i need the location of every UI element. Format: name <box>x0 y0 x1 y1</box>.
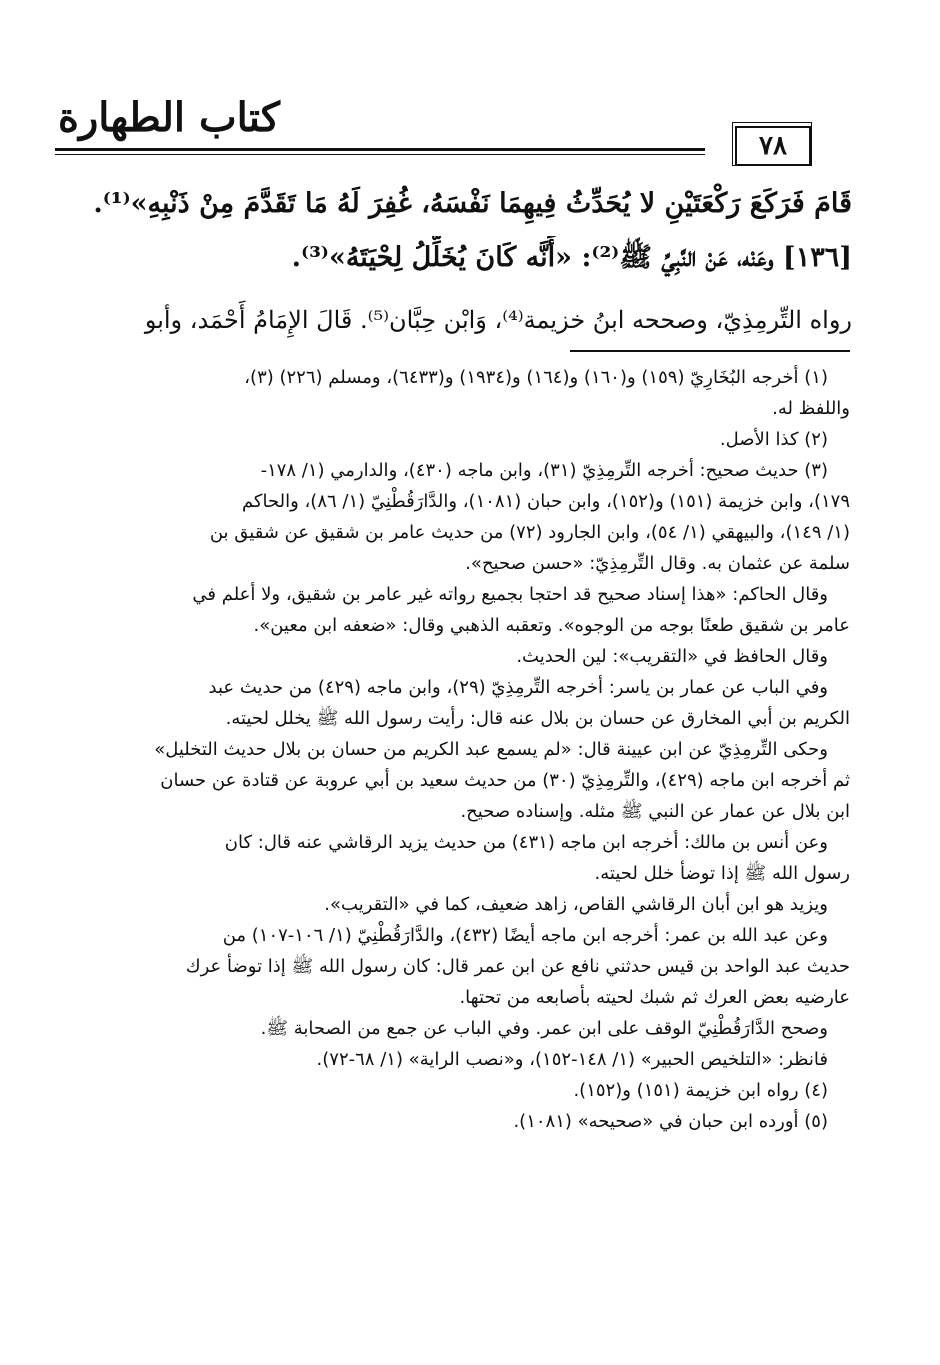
footnote-line: عامر بن شقيق طعنًا بوجه من الوجوه». وتعقبه الذهبي وقال: «ضعفه ابن معين». <box>253 615 850 636</box>
footnote-line: ويزيد هو ابن أبان الرقاشي القاص، زاهد ضعيف، كما في «التقريب». <box>324 894 828 915</box>
main-text-line-2: [١٣٦] وعَنْه، عَنْ النَّبِيِّ ﷺ⁽²⁾: «أَنَّه كَانَ يُخَلِّلُ لِحْيَتَهُ»⁽³⁾. <box>291 242 852 273</box>
footnote-line: ابن بلال عن عمار عن النبي ﷺ مثله. وإسناده صحيح. <box>460 801 850 822</box>
footnotes <box>80 362 850 1137</box>
footnote-line: ثم أخرجه ابن ماجه (٤٢٩)، والتِّرمِذِيّ (٣٠) من حديث سعيد بن أبي عروبة عن قتادة عن حسان <box>160 770 850 791</box>
header-rule <box>55 148 705 151</box>
footnote-line: وعن أنس بن مالك: أخرجه ابن ماجه (٤٣١) من حديث يزيد الرقاشي عنه قال: كان <box>224 832 828 853</box>
footnote-line: وفي الباب عن عمار بن ياسر: أخرجه التِّرمِذِيّ (٢٩)، وابن ماجه (٤٢٩) من حديث عبد <box>208 677 828 698</box>
footnote-line: سلمة عن عثمان به. وقال التِّرمِذِيّ: «حسن صحيح». <box>465 553 850 574</box>
page-number: ٧٨ <box>735 126 811 166</box>
footnote-line: وحكى التِّرمِذِيّ عن ابن عيينة قال: «لم يسمع عبد الكريم من حسان بن بلال حديث التخليل» <box>154 739 828 760</box>
footnote-line: (٢) كذا الأصل. <box>719 429 828 450</box>
footnote-line: (٤) رواه ابن خزيمة (١٥١) و(١٥٢). <box>573 1080 828 1101</box>
chapter-title: كتاب الطهارة <box>58 94 280 141</box>
header-rule-thin <box>55 154 705 155</box>
footnote-line: وعن عبد الله بن عمر: أخرجه ابن ماجه أيضًا (٤٣٢)، والدَّارَقُطْنِيّ (١/ ١٠٦-١٠٧) من <box>222 925 828 946</box>
footnote-line: الكريم بن أبي المخارق عن حسان بن بلال عنه قال: رأيت رسول الله ﷺ يخلل لحيته. <box>225 708 850 729</box>
footnote-line: فانظر: «التلخيص الحبير» (١/ ١٤٨-١٥٢)، و«نصب الراية» (١/ ٦٨-٧٢). <box>316 1049 828 1070</box>
footnote-line: حديث عبد الواحد بن قيس حدثني نافع عن ابن عمر قال: كان رسول الله ﷺ إذا توضأ عرك <box>185 956 850 977</box>
footnote-line: ١٧٩)، وابن خزيمة (١٥١) و(١٥٢)، وابن حبان (١٠٨١)، والدَّارَقُطْنِيّ (١/ ٨٦)، والحاكم <box>241 491 850 512</box>
footnote-line: (١/ ١٤٩)، والبيهقي (١/ ٥٤)، وابن الجارود (٧٢) من حديث عامر بن شقيق عن شقيق بن <box>209 522 850 543</box>
main-text-line-1: قَامَ فَرَكَعَ رَكْعَتَيْنِ لا يُحَدِّثُ فِيهِمَا نَفْسَهُ، غُفِرَ لَهُ مَا تَقَدَّمَ مِنْ ذَنْبِهِ»⁽¹⁾. <box>93 188 852 219</box>
footnote-line: وصحح الدَّارَقُطْنِيّ الوقف على ابن عمر. وفي الباب عن جمع من الصحابة ﷺ. <box>260 1018 828 1039</box>
footnote-line: رسول الله ﷺ إذا توضأ خلل لحيته. <box>594 863 850 884</box>
footnote-line: واللفظ له. <box>772 398 850 419</box>
footnote-line: (٣) حديث صحيح: أخرجه التِّرمِذِيّ (٣١)، وابن ماجه (٤٣٠)، والدارمي (١/ ١٧٨- <box>260 460 828 481</box>
footnote-line: عارضيه بعض العرك ثم شبك لحيته بأصابعه من تحتها. <box>459 987 850 1008</box>
footnote-line: (١) أخرجه البُخَارِيّ (١٥٩) و(١٦٠) و(١٦٤) و(١٩٣٤) و(٦٤٣٣)، ومسلم (٢٢٦) (٣)، <box>244 367 828 388</box>
footnote-line: (٥) أورده ابن حبان في «صحيحه» (١٠٨١). <box>513 1111 828 1132</box>
footnote-line: وقال الحاكم: «هذا إسناد صحيح قد احتجا بجميع رواته غير عامر بن شقيق، ولا أعلم في <box>192 584 828 605</box>
main-text-line-3: رواه التِّرمِذِيّ، وصححه ابنُ خزيمة⁽⁴⁾، وَابْن حِبَّان⁽⁵⁾. قَالَ الإِمَامُ أَحْمَد، وأبو <box>144 306 852 334</box>
footnote-divider <box>570 350 850 352</box>
footnote-line: وقال الحافظ في «التقريب»: لين الحديث. <box>516 646 828 667</box>
